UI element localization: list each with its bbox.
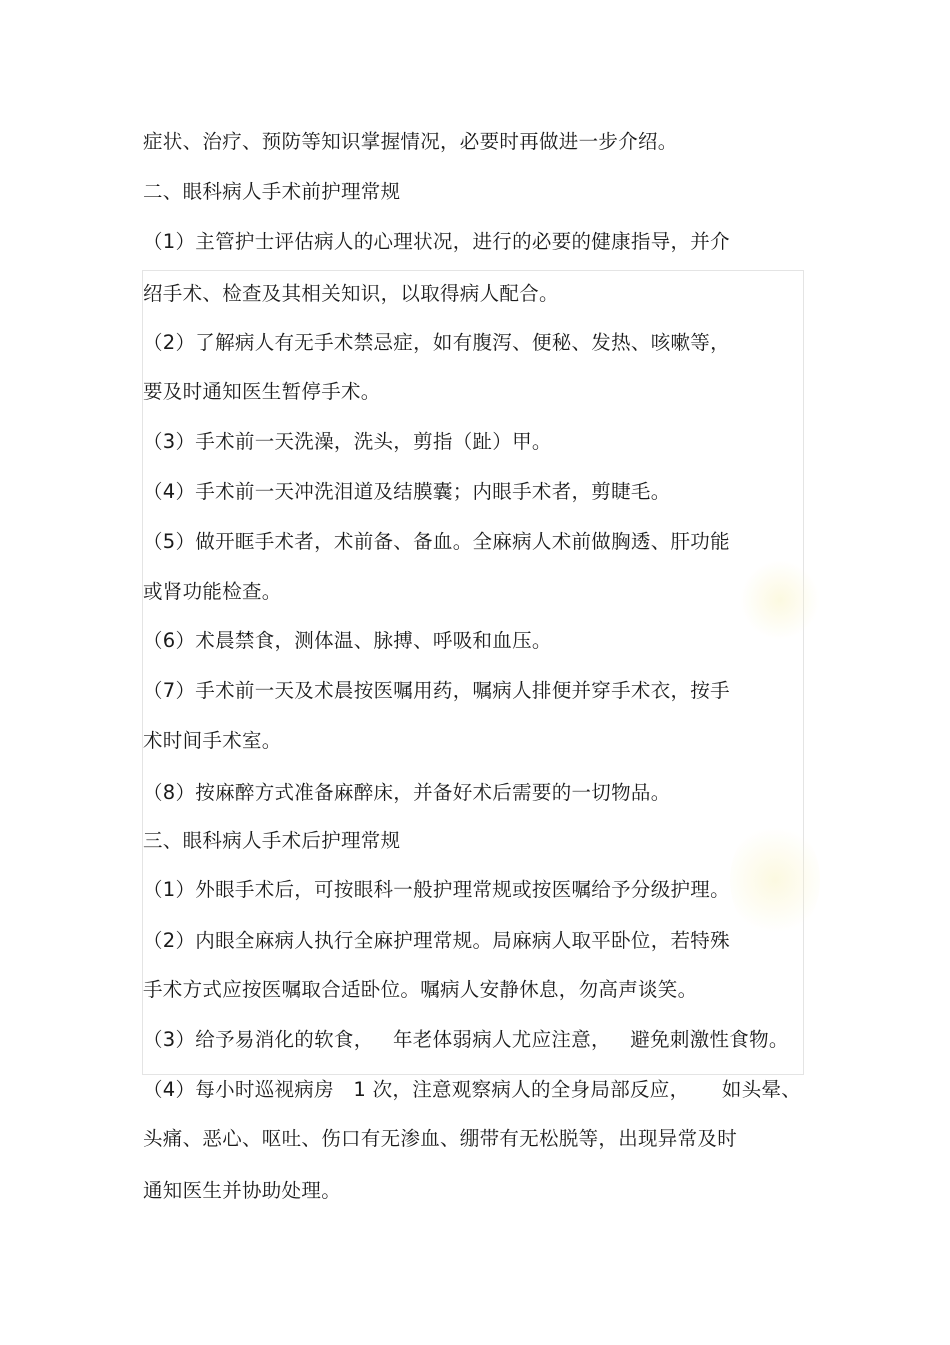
paper-stain [740, 560, 820, 640]
text-line: 通知医生并协助处理。 [143, 1179, 342, 1202]
text-line: （4）手术前一天冲洗泪道及结膜囊；内眼手术者，剪睫毛。 [143, 480, 671, 503]
text-line: （2）了解病人有无手术禁忌症，如有腹泻、便秘、发热、咳嗽等， [143, 331, 730, 354]
text-line: （7）手术前一天及术晨按医嘱用药，嘱病人排便并穿手术衣，按手 [143, 679, 730, 702]
text-line: 或肾功能检查。 [143, 580, 282, 603]
text-line: 术时间手术室。 [143, 729, 282, 752]
text-line: （3）给予易消化的软食， 年老体弱病人尤应注意， 避免刺激性食物。 [143, 1028, 789, 1051]
text-line: （6）术晨禁食，测体温、脉搏、呼吸和血压。 [143, 629, 552, 652]
section-heading: 三、眼科病人手术后护理常规 [143, 829, 401, 852]
text-line: （3）手术前一天洗澡，洗头，剪指（趾）甲。 [143, 430, 552, 453]
text-line: 头痛、恶心、呕吐、伤口有无渗血、绷带有无松脱等，出现异常及时 [143, 1127, 738, 1150]
paper-stain [730, 820, 820, 940]
text-line: （5）做开眶手术者，术前备、备血。全麻病人术前做胸透、肝功能 [143, 530, 730, 553]
text-line: （4）每小时巡视病房 1 次，注意观察病人的全身局部反应， 如头晕、 [143, 1078, 802, 1101]
text-line: （8）按麻醉方式准备麻醉床，并备好术后需要的一切物品。 [143, 781, 671, 804]
text-line: （1）外眼手术后，可按眼科一般护理常规或按医嘱给予分级护理。 [143, 878, 730, 901]
section-heading: 二、眼科病人手术前护理常规 [143, 180, 401, 203]
text-line: 绍手术、检查及其相关知识，以取得病人配合。 [143, 282, 559, 305]
text-line: （2）内眼全麻病人执行全麻护理常规。局麻病人取平卧位，若特殊 [143, 929, 730, 952]
text-line: （1）主管护士评估病人的心理状况，进行的必要的健康指导，并介 [143, 230, 730, 253]
text-line: 症状、治疗、预防等知识掌握情况，必要时再做进一步介绍。 [143, 130, 678, 153]
text-line: 要及时通知医生暂停手术。 [143, 380, 381, 403]
text-line: 手术方式应按医嘱取合适卧位。嘱病人安静休息，勿高声谈笑。 [143, 978, 698, 1001]
